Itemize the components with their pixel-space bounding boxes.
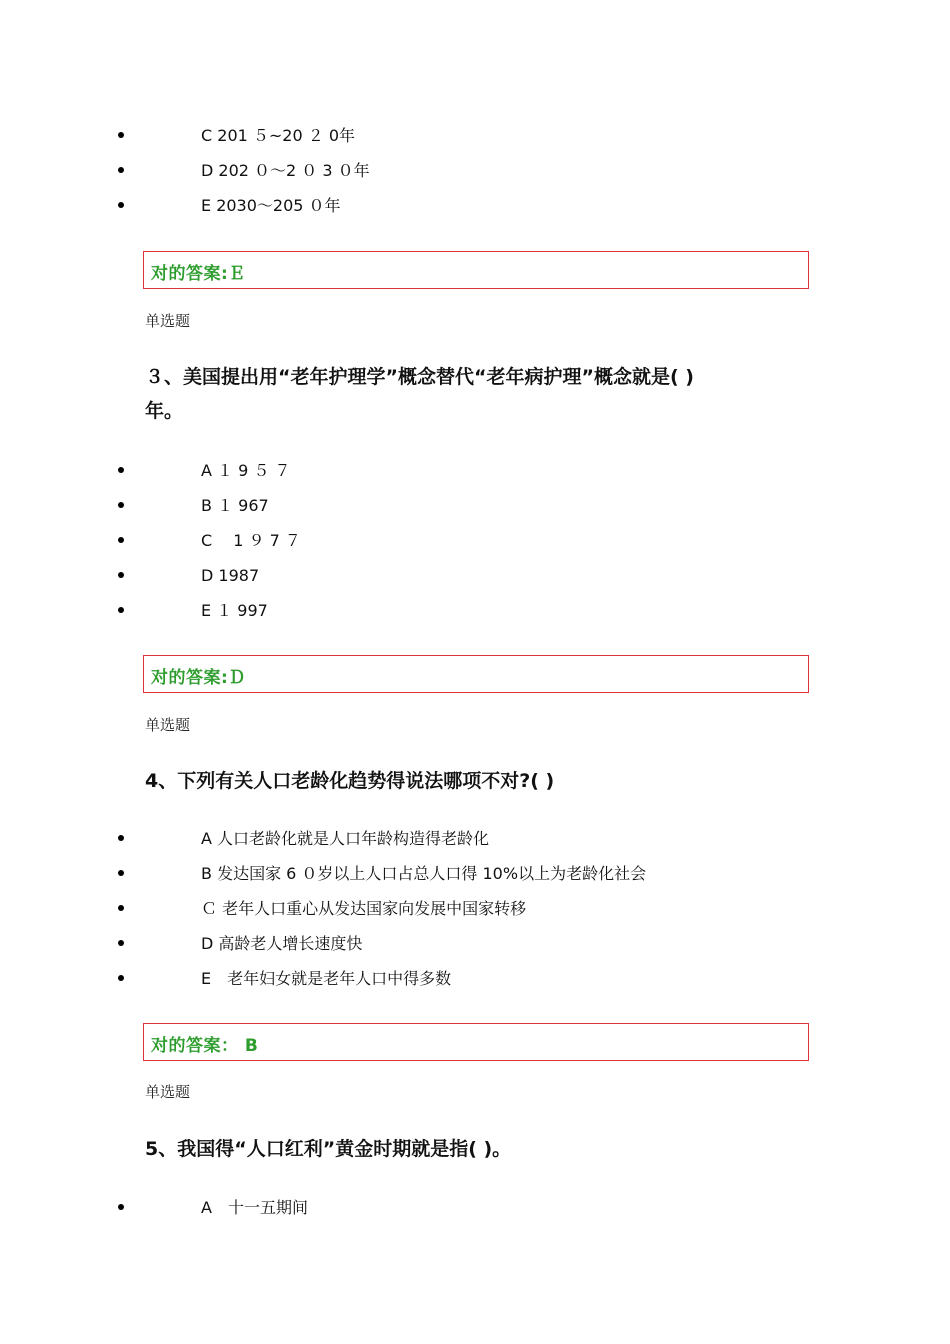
bullet-icon [118,502,124,508]
question-line: 5、我国得“人口红利”黄金时期就是指( )。 [145,1138,512,1160]
option-text: D 高龄老人增长速度快 [201,934,363,953]
answer-text: 对的答案:Ｄ [151,668,246,688]
option-text: D 1987 [201,566,260,585]
bullet-icon [118,537,124,543]
bullet-icon [118,607,124,613]
option-text: Ｃ 老年人口重心从发达国家向发展中国家转移 [201,899,527,918]
question-line: ３、美国提出用“老年护理学”概念替代“老年病护理”概念就是( ) [145,366,694,388]
bullet-icon [118,167,124,173]
option-text: E 2030～205 ０年 [201,196,341,215]
bullet-icon [118,835,124,841]
question-type-label: 单选题 [145,1083,191,1101]
answer-text: 对的答案:Ｅ [151,264,246,284]
option-text: B 发达国家 6 ０岁以上人口占总人口得 10%以上为老龄化社会 [201,864,647,883]
question-title [145,1132,805,1166]
bullet-icon [118,1204,124,1210]
question-title [145,764,805,798]
option-text: C 1 ９ 7 ７ [201,531,301,550]
answer-text: 对的答案： B [151,1036,259,1056]
bullet-icon [118,975,124,981]
option-text: D 202 ０～2 ０ 3 ０年 [201,161,370,180]
bullet-icon [118,905,124,911]
bullet-icon [118,572,124,578]
answer-box [143,655,809,693]
question-line: 年。 [145,400,184,422]
answer-box [143,1023,809,1061]
bullet-icon [118,870,124,876]
option-text: E 老年妇女就是老年人口中得多数 [201,969,452,988]
question-type-label: 单选题 [145,312,191,330]
answer-box [143,251,809,289]
question-title [145,360,805,428]
option-text: A 人口老龄化就是人口年龄构造得老龄化 [201,829,490,848]
question-line: 4、下列有关人口老龄化趋势得说法哪项不对?( ) [145,770,555,792]
option-text: A １ 9 ５ ７ [201,461,291,480]
option-text: E １ 997 [201,601,268,620]
option-text: C 201 ５~20 ２ 0年 [201,126,356,145]
option-text: A 十一五期间 [201,1198,308,1217]
bullet-icon [118,132,124,138]
bullet-icon [118,467,124,473]
question-type-label: 单选题 [145,716,191,734]
bullet-icon [118,202,124,208]
bullet-icon [118,940,124,946]
option-text: B １ 967 [201,496,269,515]
